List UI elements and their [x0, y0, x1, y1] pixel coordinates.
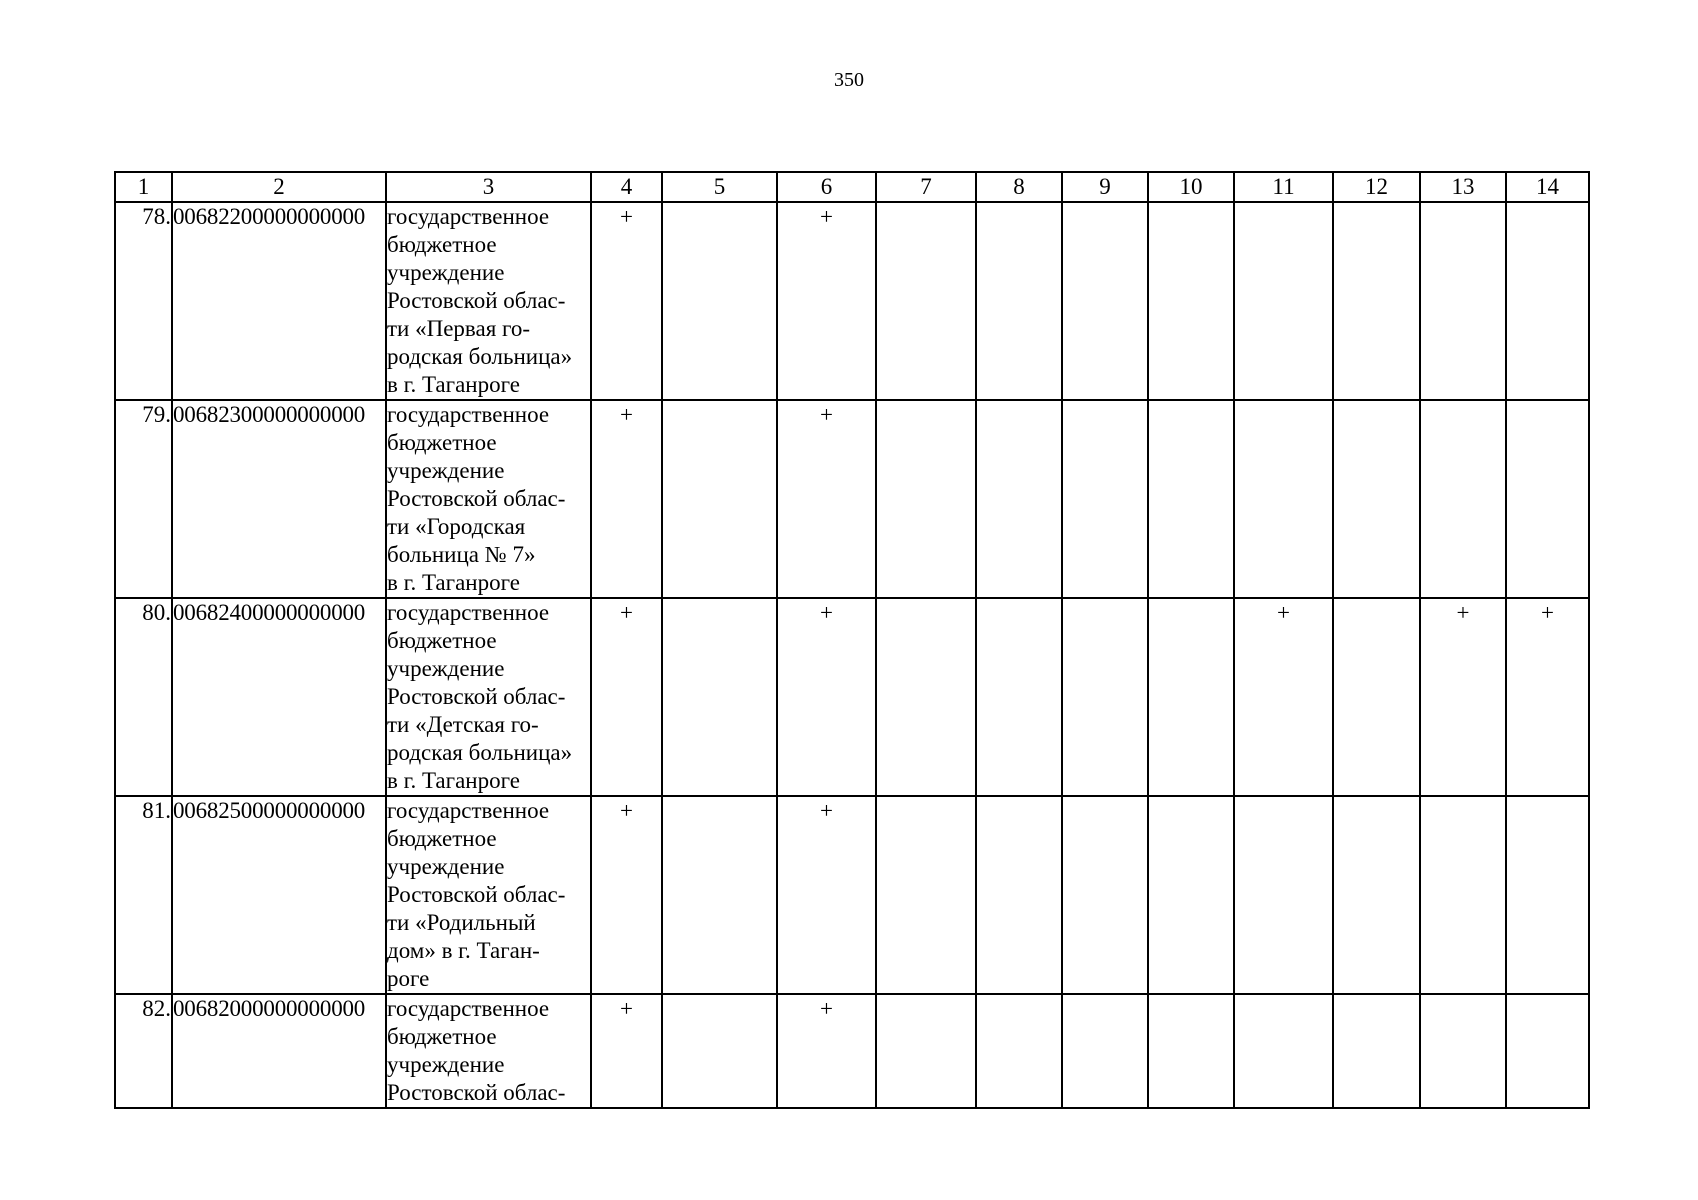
- mark-cell: [976, 796, 1062, 994]
- mark-cell: [976, 598, 1062, 796]
- mark-cell: +: [591, 400, 662, 598]
- table-row: [115, 202, 1589, 400]
- mark-cell: +: [1506, 598, 1589, 796]
- institutions-table: [114, 171, 1590, 1109]
- mark-cell: [1234, 796, 1333, 994]
- institution-code: 00682000000000000: [172, 994, 386, 1108]
- mark-cell: +: [591, 598, 662, 796]
- mark-cell: [876, 994, 976, 1108]
- column-header: 9: [1062, 172, 1148, 202]
- mark-cell: [1420, 202, 1506, 400]
- mark-cell: [1148, 994, 1234, 1108]
- mark-cell: [976, 400, 1062, 598]
- institution-name-line: бюджетное: [387, 1024, 497, 1049]
- institution-code: 00682400000000000: [172, 598, 386, 796]
- row-number: 79.: [115, 400, 172, 598]
- column-header: 3: [386, 172, 591, 202]
- institution-name-line: дом» в г. Таган-: [387, 938, 540, 963]
- table-row: [115, 994, 1589, 1108]
- mark-cell: [1148, 598, 1234, 796]
- mark-cell: [1506, 400, 1589, 598]
- mark-cell: [1333, 796, 1420, 994]
- mark-cell: [976, 202, 1062, 400]
- column-header: 14: [1506, 172, 1589, 202]
- mark-cell: [876, 202, 976, 400]
- column-header: 11: [1234, 172, 1333, 202]
- mark-cell: +: [591, 202, 662, 400]
- mark-cell: [1333, 598, 1420, 796]
- table-row: [115, 400, 1589, 598]
- institution-name-line: ти «Первая го-: [387, 316, 531, 341]
- mark-cell: +: [591, 796, 662, 994]
- column-header: 2: [172, 172, 386, 202]
- mark-cell: [1062, 598, 1148, 796]
- institution-name: [386, 598, 591, 796]
- column-header: 4: [591, 172, 662, 202]
- institution-name-line: учреждение: [387, 260, 505, 285]
- institution-name: [386, 202, 591, 400]
- column-header: 8: [976, 172, 1062, 202]
- institution-name-line: учреждение: [387, 458, 505, 483]
- institution-name-line: роге: [387, 966, 430, 991]
- mark-cell: [876, 796, 976, 994]
- row-number: 80.: [115, 598, 172, 796]
- institution-name-line: государственное: [387, 996, 550, 1021]
- institution-code: 00682300000000000: [172, 400, 386, 598]
- institution-name-line: государственное: [387, 600, 550, 625]
- institution-name: [386, 796, 591, 994]
- institution-name-line: Ростовской облас-: [387, 684, 566, 709]
- mark-cell: [662, 202, 777, 400]
- mark-cell: [1234, 202, 1333, 400]
- header-row: [115, 172, 1589, 202]
- mark-cell: [1420, 400, 1506, 598]
- institution-name-line: Ростовской облас-: [387, 1080, 566, 1105]
- mark-cell: [1506, 202, 1589, 400]
- mark-cell: [1062, 400, 1148, 598]
- institution-name-line: ти «Родильный: [387, 910, 536, 935]
- mark-cell: [1148, 796, 1234, 994]
- row-number: 81.: [115, 796, 172, 994]
- mark-cell: [1420, 796, 1506, 994]
- mark-cell: +: [777, 994, 876, 1108]
- institution-name-line: Ростовской облас-: [387, 486, 566, 511]
- mark-cell: [662, 598, 777, 796]
- mark-cell: [876, 598, 976, 796]
- mark-cell: +: [777, 796, 876, 994]
- mark-cell: +: [591, 994, 662, 1108]
- table-row: [115, 796, 1589, 994]
- institution-code: 00682500000000000: [172, 796, 386, 994]
- institution-name-line: учреждение: [387, 854, 505, 879]
- mark-cell: [1333, 400, 1420, 598]
- mark-cell: [662, 400, 777, 598]
- mark-cell: [1234, 400, 1333, 598]
- institution-name-line: бюджетное: [387, 430, 497, 455]
- institution-name-line: бюджетное: [387, 628, 497, 653]
- mark-cell: +: [777, 598, 876, 796]
- mark-cell: [976, 994, 1062, 1108]
- row-number: 78.: [115, 202, 172, 400]
- mark-cell: [662, 796, 777, 994]
- institution-name-line: бюджетное: [387, 232, 497, 257]
- mark-cell: +: [1420, 598, 1506, 796]
- mark-cell: [1062, 994, 1148, 1108]
- column-header: 12: [1333, 172, 1420, 202]
- institution-name-line: в г. Таганроге: [387, 372, 520, 397]
- mark-cell: [1420, 994, 1506, 1108]
- institution-name-line: Ростовской облас-: [387, 288, 566, 313]
- mark-cell: [876, 400, 976, 598]
- column-header: 10: [1148, 172, 1234, 202]
- institution-name-line: учреждение: [387, 1052, 505, 1077]
- mark-cell: [1062, 202, 1148, 400]
- mark-cell: [1333, 994, 1420, 1108]
- institution-name-line: в г. Таганроге: [387, 768, 520, 793]
- institution-name-line: ти «Городская: [387, 514, 526, 539]
- institution-name-line: в г. Таганроге: [387, 570, 520, 595]
- institution-name-line: бюджетное: [387, 826, 497, 851]
- mark-cell: +: [777, 202, 876, 400]
- institution-name-line: родская больница»: [387, 740, 573, 765]
- institution-name-line: родская больница»: [387, 344, 573, 369]
- column-header: 13: [1420, 172, 1506, 202]
- mark-cell: [1148, 202, 1234, 400]
- column-header: 1: [115, 172, 172, 202]
- row-number: 82.: [115, 994, 172, 1108]
- institution-name-line: государственное: [387, 798, 550, 823]
- institution-name-line: учреждение: [387, 656, 505, 681]
- institution-name-line: государственное: [387, 204, 550, 229]
- institution-code: 00682200000000000: [172, 202, 386, 400]
- institution-name-line: ти «Детская го-: [387, 712, 539, 737]
- column-header: 6: [777, 172, 876, 202]
- institution-name-line: Ростовской облас-: [387, 882, 566, 907]
- mark-cell: +: [1234, 598, 1333, 796]
- page-number: 350: [834, 69, 864, 91]
- institution-name-line: государственное: [387, 402, 550, 427]
- mark-cell: [1333, 202, 1420, 400]
- column-header: 7: [876, 172, 976, 202]
- mark-cell: +: [777, 400, 876, 598]
- mark-cell: [1234, 994, 1333, 1108]
- mark-cell: [1148, 400, 1234, 598]
- institution-name: [386, 400, 591, 598]
- mark-cell: [662, 994, 777, 1108]
- mark-cell: [1506, 994, 1589, 1108]
- mark-cell: [1506, 796, 1589, 994]
- table-row: [115, 598, 1589, 796]
- institution-name: [386, 994, 591, 1108]
- column-header: 5: [662, 172, 777, 202]
- institution-name-line: больница № 7»: [387, 542, 536, 567]
- mark-cell: [1062, 796, 1148, 994]
